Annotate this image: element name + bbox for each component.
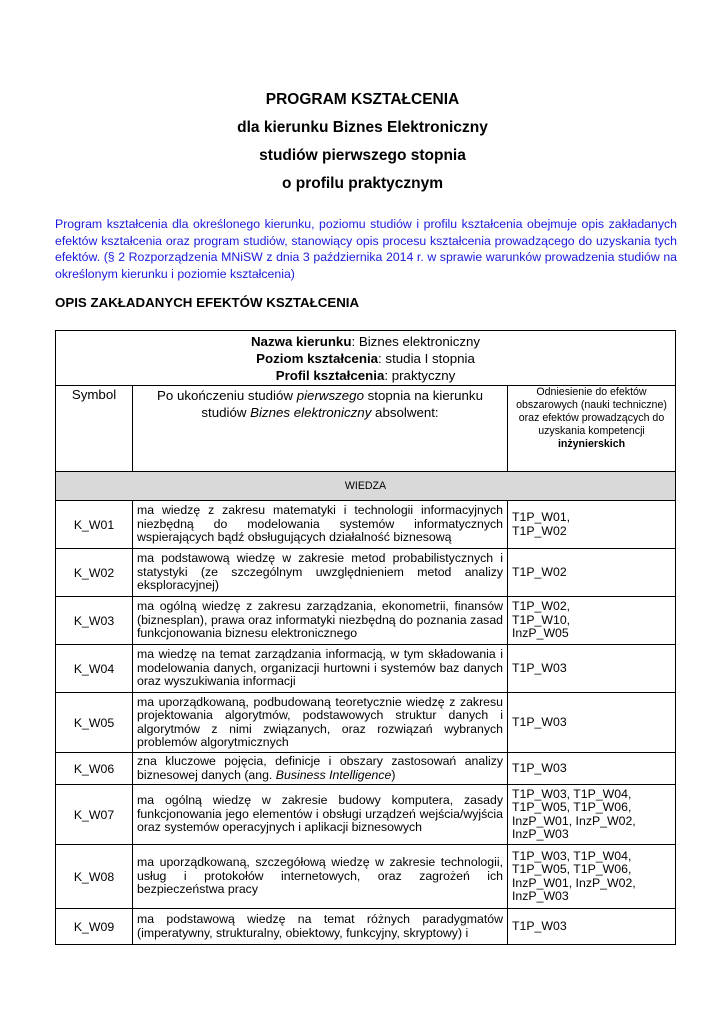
reference-code: T1P_W10, (512, 612, 571, 627)
reference-code: InzP_W05 (512, 626, 569, 641)
symbol-column-header: Symbol (56, 386, 133, 472)
learning-outcomes-table (55, 330, 676, 945)
table-row (56, 785, 676, 845)
outcome-symbol: K_W08 (56, 845, 133, 909)
reference-code: T1P_W03 (512, 714, 567, 729)
outcome-symbol: K_W06 (56, 753, 133, 785)
outcome-description: ma podstawową wiedzę na temat różnych paradygmatów (imperatywny, strukturalny, obiektowy, funkcyjny, skryptowy) i (133, 909, 508, 945)
title-line: o profilu praktycznym (281, 175, 444, 192)
outcome-references (508, 753, 676, 785)
title-line: studiów pierwszego stopnia (259, 147, 466, 164)
table-row (56, 753, 676, 785)
section-heading: OPIS ZAKŁADANYCH EFEKTÓW KSZTAŁCENIA (55, 295, 360, 310)
reference-code: T1P_W03 (512, 918, 567, 933)
outcome-symbol: K_W09 (56, 909, 133, 945)
reference-code: T1P_W03, T1P_W04, (512, 848, 632, 863)
outcome-symbol: K_W05 (56, 693, 133, 753)
table-row (56, 909, 676, 945)
title-line: dla kierunku Biznes Elektroniczny (237, 119, 488, 136)
reference-code: InzP_W01, InzP_W02, (512, 813, 636, 828)
program-info-row (56, 331, 676, 386)
outcome-description: ma wiedzę z zakresu matematyki i technologii informacyjnych niezbędną do modelowania systemów informatycznych wspierających bądź obsługujących działalność biznesową (133, 501, 508, 549)
reference-code: T1P_W03, T1P_W04, (512, 786, 632, 801)
column-header-row (56, 386, 676, 472)
category-wiedza: WIEDZA (56, 472, 676, 501)
outcome-description: ma uporządkowaną, szczegółową wiedzę w zakresie technologii, usług i protokołów internetowych, oraz zagrożeń ich bezpieczeństwa pracy (133, 845, 508, 909)
field-poziom: Poziom kształcenia: studia I stopnia (256, 350, 475, 366)
outcome-references (508, 845, 676, 909)
outcome-references (508, 549, 676, 597)
table-row (56, 549, 676, 597)
table-row (56, 845, 676, 909)
outcome-symbol: K_W04 (56, 645, 133, 693)
field-kierunek: Nazwa kierunku: Biznes elektroniczny (250, 333, 481, 349)
outcome-column-header: Po ukończeniu studiów pierwszego stopnia na kierunku studiów Biznes elektroniczny absolwent: (133, 386, 508, 472)
outcome-description: ma wiedzę na temat zarządzania informacją, w tym składowania i modelowania danych, organizacji hurtowni i systemów baz danych oraz wyszukiwania informacji (133, 645, 508, 693)
outcome-symbol: K_W03 (56, 597, 133, 645)
reference-code: InzP_W03 (512, 888, 569, 903)
field-profil: Profil kształcenia: praktyczny (275, 367, 456, 383)
outcome-symbol: K_W07 (56, 785, 133, 845)
outcome-description: ma ogólną wiedzę w zakresie budowy komputera, zasady funkcjonowania jego elementów i obsługi urządzeń wejścia/wyjścia oraz systemów operacyjnych i aplikacji biznesowych (133, 785, 508, 845)
title-line: PROGRAM KSZTAŁCENIA (265, 91, 460, 108)
outcome-references (508, 645, 676, 693)
reference-code: T1P_W03 (512, 660, 567, 675)
outcome-description: ma ogólną wiedzę z zakresu zarządzania, ekonometrii, finansów (biznesplan), prawa oraz informatyki niezbędną do poznania zasad funkcjonowania biznesu elektronicznego (133, 597, 508, 645)
category-row (56, 472, 676, 501)
reference-code: T1P_W02, (512, 599, 571, 614)
outcome-description: ma podstawową wiedzę w zakresie metod probabilistycznych i statystyki (ze szczególnym uwzględnieniem metod analizy eksploracyjnej) (133, 549, 508, 597)
reference-code: InzP_W01, InzP_W02, (512, 875, 636, 890)
outcome-symbol: K_W01 (56, 501, 133, 549)
document-title (0, 86, 725, 198)
outcome-references (508, 597, 676, 645)
outcome-references (508, 693, 676, 753)
outcome-references (508, 501, 676, 549)
program-info-cell (56, 331, 676, 386)
outcome-description: zna kluczowe pojęcia, definicje i obszary zastosowań analizy biznesowej danych (ang. Business Intelligence) (133, 753, 508, 785)
reference-code: T1P_W03 (512, 760, 567, 775)
outcome-symbol: K_W02 (56, 549, 133, 597)
outcome-description: ma uporządkowaną, podbudowaną teoretycznie wiedzę z zakresu projektowania algorytmów, podstawowych struktur danych i algorytmów z nimi związanych, oraz rozwiązań wybranych problemów algorytmicznych (133, 693, 508, 753)
reference-code: T1P_W01, (512, 510, 571, 525)
table-row (56, 597, 676, 645)
reference-code: InzP_W03 (512, 826, 569, 841)
reference-code: T1P_W02 (512, 564, 567, 579)
table-row (56, 693, 676, 753)
reference-column-header: Odniesienie do efektów obszarowych (nauki techniczne) oraz efektów prowadzących do uzyskania kompetencji inżynierskich (508, 386, 676, 472)
reference-code: T1P_W05, T1P_W06, (512, 800, 632, 815)
reference-code: T1P_W02 (512, 523, 567, 538)
outcome-references (508, 909, 676, 945)
reference-code: T1P_W05, T1P_W06, (512, 862, 632, 877)
outcome-references (508, 785, 676, 845)
intro-paragraph: Program kształcenia dla określonego kierunku, poziomu studiów i profilu kształcenia obejmuje opis zakładanych efektów kształcenia oraz program studiów, stanowiący opis procesu kształcenia prowadzącego do uzyskania tych efektów. (§ 2 Rozporządzenia MNiSW z dnia 3 października 2014 r. w sprawie warunków prowadzenia studiów na określonym kierunku i poziomie kształcenia) (55, 217, 677, 281)
table-row (56, 501, 676, 549)
table-row (56, 645, 676, 693)
